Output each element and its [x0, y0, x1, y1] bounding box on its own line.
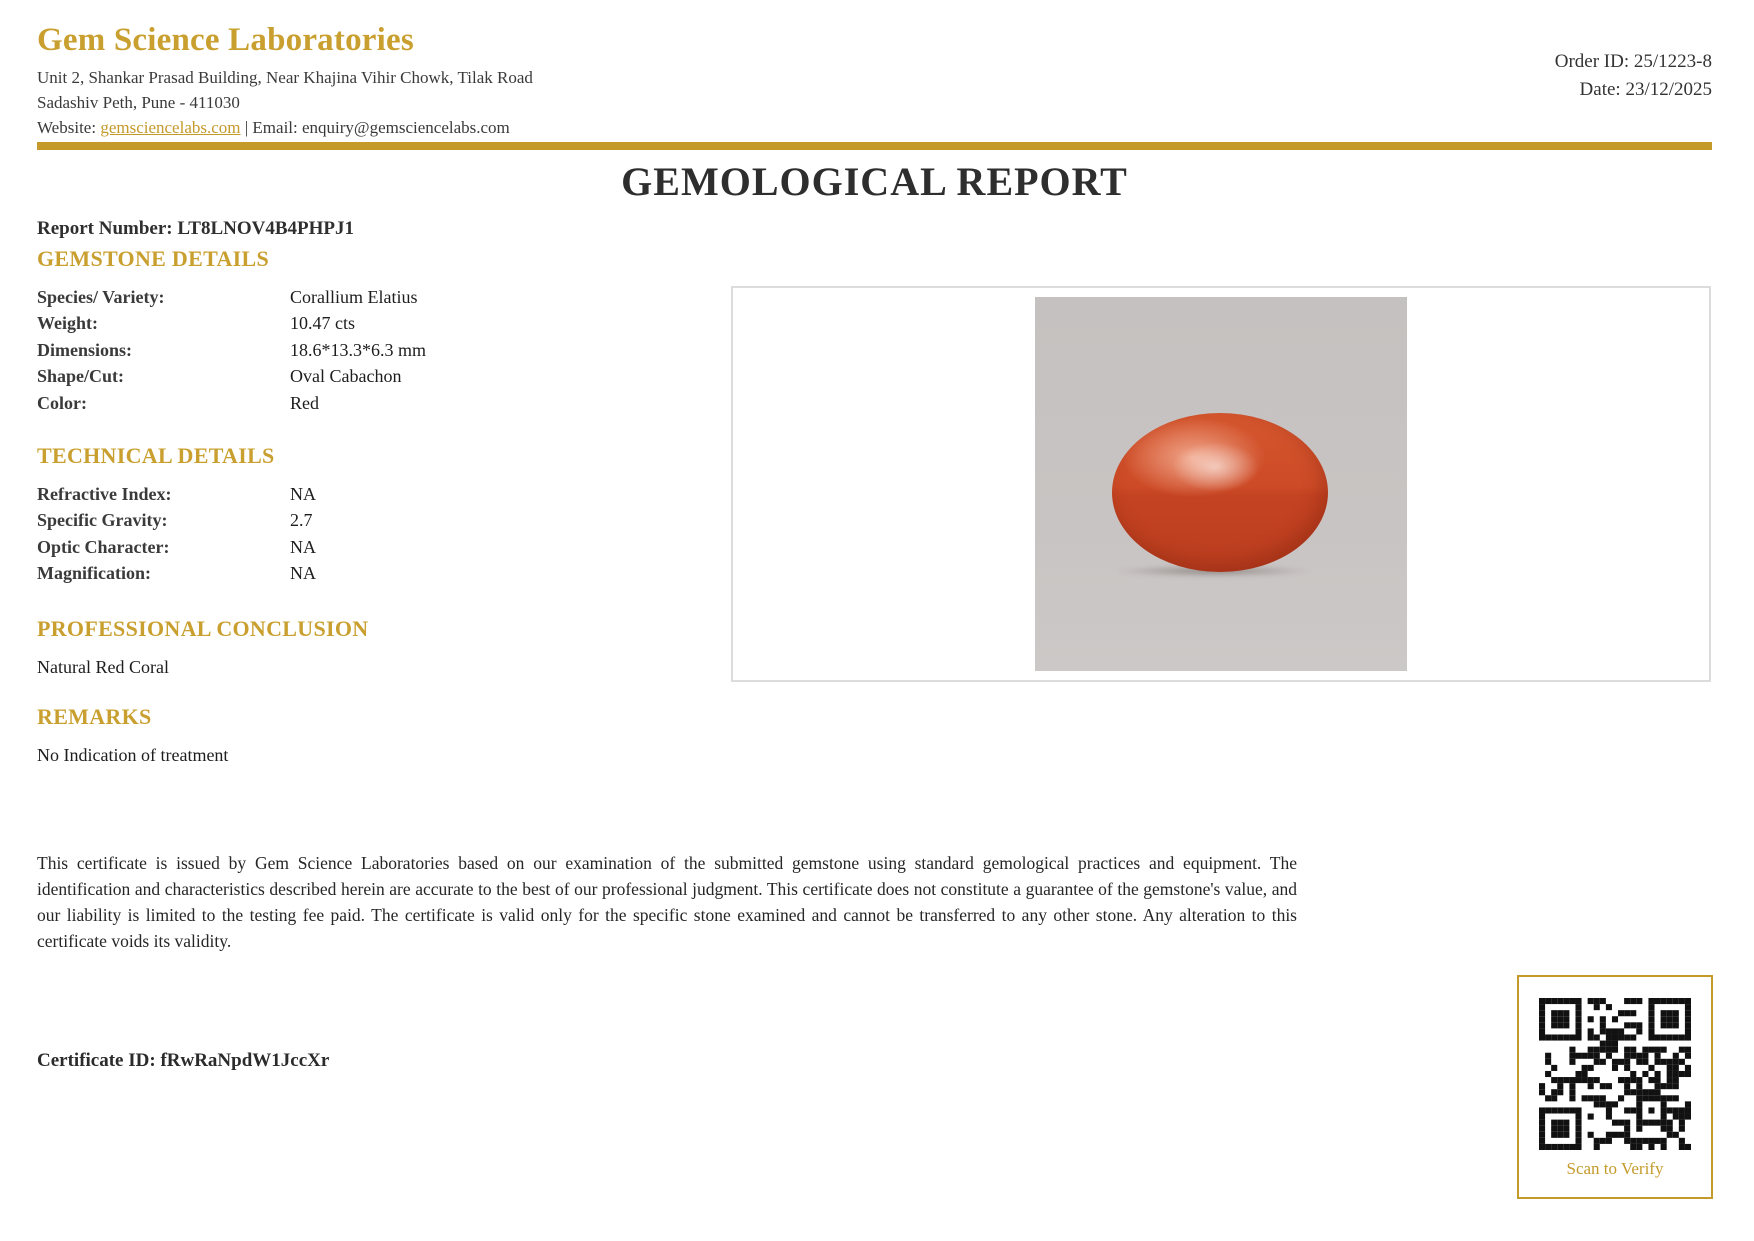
order-id: Order ID: 25/1223-8	[1554, 51, 1712, 72]
row-value: Corallium Elatius	[290, 287, 418, 307]
certificate-id	[37, 1050, 329, 1072]
company-name: Gem Science Laboratories	[37, 22, 414, 58]
report-number	[37, 218, 354, 240]
row-value: NA	[290, 563, 316, 584]
report-number-value: LT8LNOV4B4PHPJ1	[177, 218, 355, 239]
row-color	[37, 393, 657, 419]
contact-line	[37, 115, 533, 140]
row-dimensions	[37, 340, 657, 366]
row-label: Shape/Cut:	[37, 366, 125, 387]
section-professional-conclusion	[37, 616, 657, 678]
contact-separator: |	[240, 118, 253, 137]
section-gemstone-details	[37, 246, 657, 419]
row-label: Species/ Variety:	[37, 287, 165, 307]
row-specific-gravity	[37, 510, 657, 536]
row-refractive-index	[37, 484, 657, 510]
email-label: Email:	[252, 118, 302, 137]
header-divider-bar	[37, 142, 1712, 150]
qr-verify-box	[1517, 975, 1713, 1199]
lab-header	[37, 22, 533, 140]
qr-code-icon	[1539, 998, 1691, 1150]
row-weight	[37, 313, 657, 339]
row-value: NA	[290, 484, 316, 504]
professional-conclusion-heading: PROFESSIONAL CONCLUSION	[37, 616, 369, 641]
address-line-2: Sadashiv Peth, Pune - 411030	[37, 93, 240, 112]
red-coral-gemstone-image	[1112, 413, 1328, 572]
remarks-heading: REMARKS	[37, 704, 152, 729]
row-value: 18.6*13.3*6.3 mm	[290, 339, 427, 360]
scan-to-verify-label: Scan to Verify	[1566, 1159, 1664, 1178]
lab-address	[37, 65, 533, 140]
row-label: Specific Gravity:	[37, 510, 168, 531]
row-value: Red	[290, 392, 319, 413]
section-remarks	[37, 704, 657, 766]
page-title: GEMOLOGICAL REPORT	[621, 159, 1128, 204]
technical-details-heading: TECHNICAL DETAILS	[37, 443, 275, 468]
row-optic-character	[37, 537, 657, 563]
row-magnification	[37, 563, 657, 589]
gem-photo-frame	[731, 286, 1711, 682]
row-value: 10.47 cts	[290, 313, 355, 334]
certificate-disclaimer: This certificate is issued by Gem Science Laboratories based on our examination of the submitted gemstone using standard gemological practices and equipment. The identification and characteristics described herein are accurate to the best of our professional judgment. This certificate does not constitute a guarantee of the gemstone's value, and our liability is limited to the testing fee paid. The certificate is valid only for the specific stone examined and cannot be transferred to any other stone. Any alteration to this certificate voids its validity.	[37, 853, 1297, 951]
row-value: NA	[290, 536, 316, 557]
row-label: Weight:	[37, 313, 98, 334]
email-value: enquiry@gemsciencelabs.com	[302, 118, 510, 137]
gemstone-details-heading: GEMSTONE DETAILS	[37, 246, 269, 271]
report-date: Date: 23/12/2025	[1579, 79, 1712, 100]
website-label: Website:	[37, 118, 101, 137]
certificate-id-value: fRwRaNpdW1JccXr	[160, 1050, 330, 1071]
website-link[interactable]: gemsciencelabs.com	[100, 118, 241, 137]
address-line-1: Unit 2, Shankar Prasad Building, Near Khajina Vihir Chowk, Tilak Road	[37, 68, 533, 87]
row-label: Refractive Index:	[37, 484, 172, 504]
row-label: Color:	[37, 392, 87, 413]
row-species	[37, 287, 657, 313]
row-label: Dimensions:	[37, 339, 133, 360]
row-value: Oval Cabachon	[290, 366, 402, 387]
row-label: Optic Character:	[37, 536, 170, 557]
certificate-id-label: Certificate ID:	[37, 1050, 161, 1071]
report-number-label: Report Number:	[37, 218, 178, 239]
row-label: Magnification:	[37, 563, 151, 584]
order-info	[1555, 48, 1712, 104]
row-shape-cut	[37, 366, 657, 392]
gem-photo	[1035, 297, 1407, 671]
section-technical-details	[37, 443, 657, 590]
conclusion-text: Natural Red Coral	[37, 657, 169, 677]
remarks-text: No Indication of treatment	[37, 745, 229, 765]
row-value: 2.7	[290, 510, 313, 531]
